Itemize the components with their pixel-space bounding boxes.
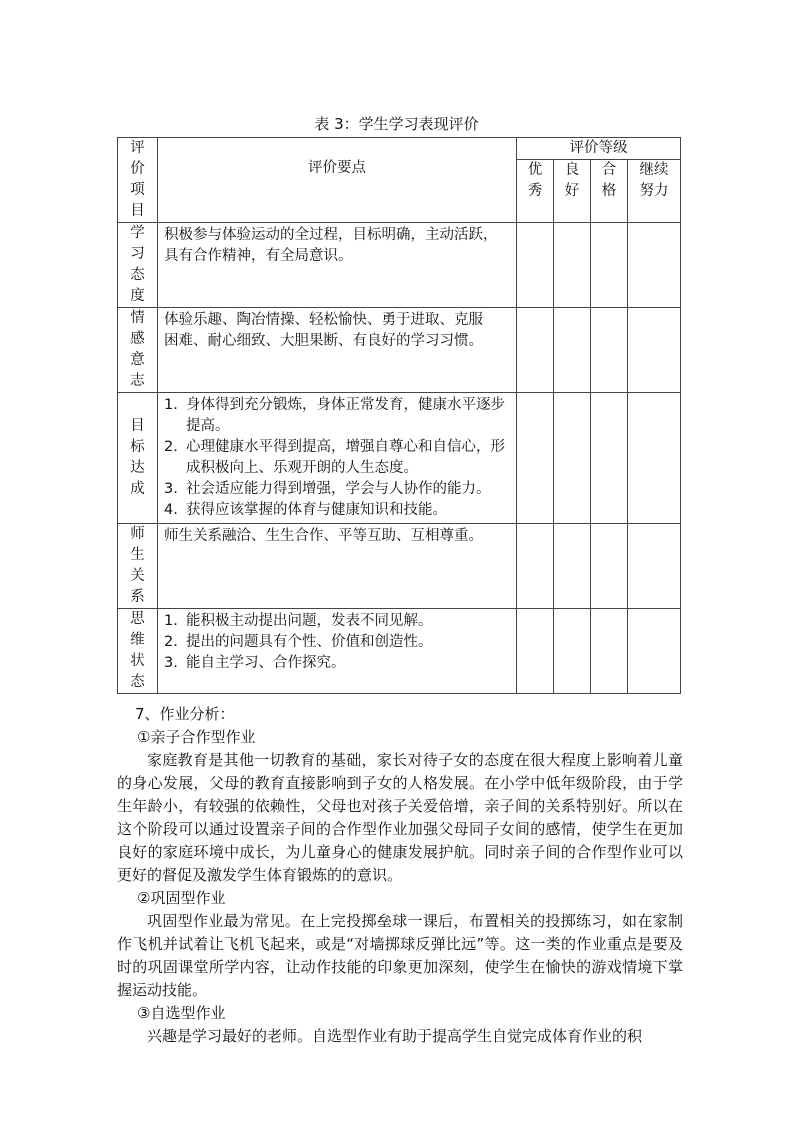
list-item: 3. 能自主学习、合作探究。 [164, 655, 346, 671]
grade-cell [628, 393, 681, 524]
grade-cell [554, 609, 591, 694]
grade-cell [591, 609, 628, 694]
paragraph: 巩固型作业最为常见。在上完投掷垒球一课后，布置相关的投掷练习，如在家制作飞机并试着让飞机飞起来，或是“对墙掷球反弹比远”等。这一类的作业重点是要及时的巩固课堂所学内容，让动作技能的印象更加深刻，使学生在愉快的游戏情境下掌握运动技能。 [117, 912, 683, 999]
row-item-cell: 目 标 达 成 [118, 393, 158, 524]
paragraph: 兴趣是学习最好的老师。自选型作业有助于提高学生自觉完成体育作业的积 [147, 1027, 643, 1045]
grade-cell [554, 308, 591, 393]
grade-cell [591, 223, 628, 308]
assignment-analysis-section [117, 703, 683, 1048]
list-item: 2. 提出的问题具有个性、价值和创造性。 [164, 634, 433, 650]
grade-cell [628, 223, 681, 308]
header-item-cell: 评 价 项 目 [118, 138, 158, 223]
grade-cell [591, 393, 628, 524]
header-points-cell: 评价要点 [158, 138, 517, 223]
row-points-cell [158, 609, 517, 694]
subsection-title: ②巩固型作业 [137, 889, 226, 907]
list-item: 4. 获得应该掌握的体育与健康知识和技能。 [164, 502, 447, 518]
grade-cell [628, 308, 681, 393]
evaluation-table [117, 137, 681, 694]
row-item-cell: 学 习 态 度 [118, 223, 158, 308]
grade-cell [628, 524, 681, 609]
row-points-cell: 师生关系融洽、生生合作、平等互助、互相尊重。 [158, 524, 517, 609]
table-row [118, 308, 681, 393]
grade-cell [517, 609, 554, 694]
paragraph: 家庭教育是其他一切教育的基础，家长对待子女的态度在很大程度上影响着儿童的身心发展，父母的教育直接影响到子女的人格发展。在小学中低年级阶段，由于学生年龄小，有较强的依赖性，父母也对孩子关爱倍增，亲子间的关系特别好。所以在这个阶段可以通过设置亲子间的合作型作业加强父母同子女间的感情，使学生在更加良好的家庭环境中成长，为儿童身心的健康发展护航。同时亲子间的合作型作业可以更好的督促及激发学生体育锻炼的的意识。 [117, 751, 683, 884]
grade-cell [517, 223, 554, 308]
grade-cell [517, 308, 554, 393]
table-row [118, 609, 681, 694]
list-item: 1. 能积极主动提出问题，发表不同见解。 [164, 613, 433, 629]
table-row [118, 393, 681, 524]
grade-good: 良 好 [554, 160, 591, 223]
list-item: 1. 身体得到充分锻炼，身体正常发育，健康水平逐步提高。 [164, 397, 505, 434]
grade-cell [517, 393, 554, 524]
table-row [118, 223, 681, 308]
table-caption: 表 3：学生学习表现评价 [314, 115, 479, 133]
row-item-cell: 思 维 状 态 [118, 609, 158, 694]
grade-cell [591, 308, 628, 393]
grade-cell [517, 524, 554, 609]
grade-pass: 合 格 [591, 160, 628, 223]
grade-keep-trying: 继续 努力 [628, 160, 681, 223]
subsection-title: ①亲子合作型作业 [137, 728, 256, 746]
row-points-cell: 积极参与体验运动的全过程，目标明确，主动活跃， 具有合作精神，有全局意识。 [158, 223, 517, 308]
row-item-cell: 情 感 意 志 [118, 308, 158, 393]
list-item: 3. 社会适应能力得到增强，学会与人协作的能力。 [164, 481, 491, 497]
grade-cell [591, 524, 628, 609]
subsection-title: ③自选型作业 [137, 1004, 226, 1022]
row-points-cell [158, 393, 517, 524]
section-heading: 7、作业分析： [135, 705, 235, 723]
header-grade-cell: 评价等级 [517, 138, 681, 160]
row-points-cell: 体验乐趣、陶冶情操、轻松愉快、勇于进取、克服 困难、耐心细致、大胆果断、有良好的学习习惯。 [158, 308, 517, 393]
grade-cell [628, 609, 681, 694]
row-item-cell: 师 生 关 系 [118, 524, 158, 609]
grade-cell [554, 524, 591, 609]
grade-cell [554, 393, 591, 524]
list-item: 2. 心理健康水平得到提高，增强自尊心和自信心，形成积极向上、乐观开朗的人生态度。 [164, 439, 505, 476]
table-row [118, 524, 681, 609]
grade-cell [554, 223, 591, 308]
grade-excellent: 优 秀 [517, 160, 554, 223]
